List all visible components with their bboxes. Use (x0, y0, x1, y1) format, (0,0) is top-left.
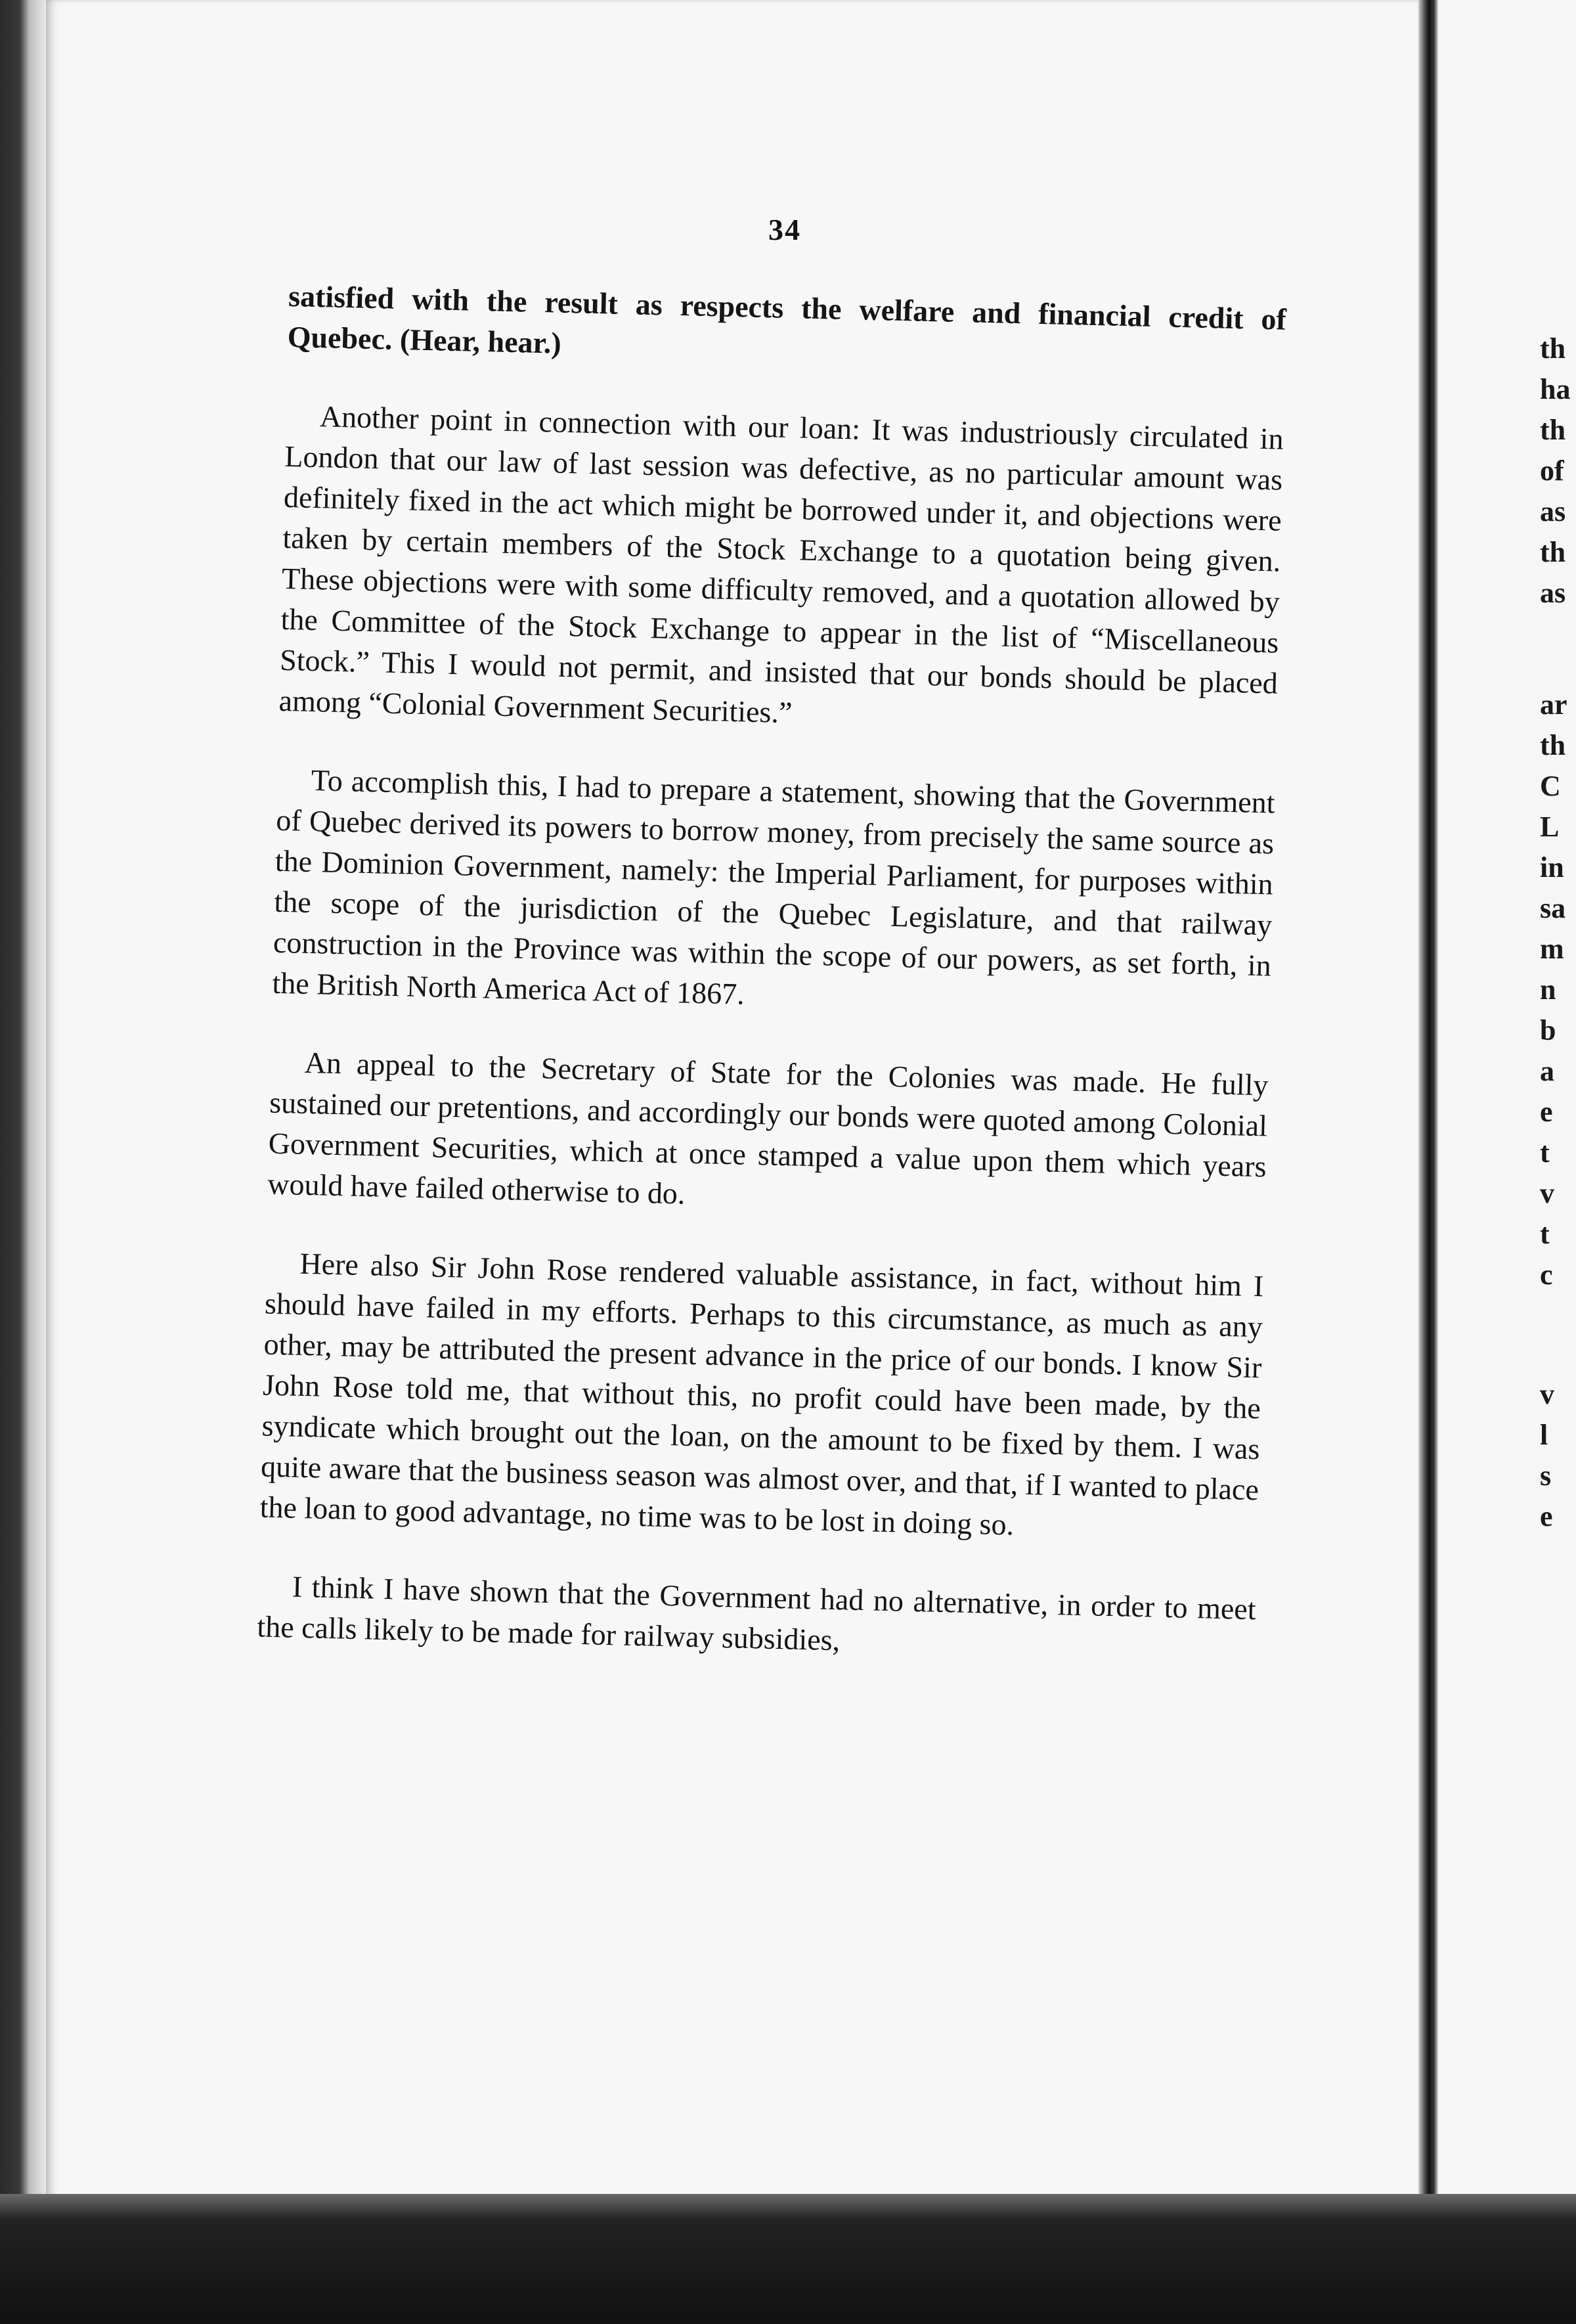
facing-fragment: e (1540, 1500, 1553, 1532)
book-gutter (1418, 0, 1438, 2227)
paragraph-4: An appeal to the Secretary of State for the Colonies was made. He fully sustained our pretentions, and accordingly our bonds were quoted among Colonial Government Securities, which at once stamped a value upon them which years would have failed otherwise to do. (267, 1045, 1269, 1211)
facing-fragment: c (1540, 1259, 1553, 1291)
facing-page-text (1540, 328, 1576, 1537)
paragraph-5: Here also Sir John Rose rendered valuable assistance, in fact, without him I should have failed in my efforts. Perhaps to this circumstance, as much as any other, may be attributed the present advance in the price of our bonds. I know Sir John Rose told me, that without this, no profit could have been made, by the syndicate which brought out the loan, on the amount to be fixed by them. I was quite aware that the business season was almost over, and that, if I wanted to place the loan to good advantage, no time was to be lost in doing so. (259, 1246, 1264, 1542)
facing-fragment: C (1540, 770, 1561, 802)
facing-fragment: of (1540, 455, 1564, 487)
facing-fragment: as (1540, 577, 1566, 609)
facing-fragment: e (1540, 1096, 1553, 1128)
facing-fragment: v (1540, 1177, 1554, 1209)
facing-fragment: t (1540, 1136, 1550, 1169)
page-number: 34 (768, 213, 801, 246)
facing-fragment: th (1540, 536, 1566, 568)
paragraph-6: I think I have shown that the Government had no alternative, in order to meet the calls likely to be made for railway subsidies, (256, 1569, 1257, 1657)
facing-fragment: n (1540, 973, 1556, 1006)
paragraph-1: satisfied with the result as respects the welfare and financial credit of Quebec. (Hear, hear.) (287, 279, 1287, 360)
facing-fragment: ha (1540, 373, 1571, 405)
facing-fragment: in (1540, 851, 1564, 883)
facing-fragment: th (1540, 729, 1566, 761)
facing-fragment: t (1540, 1218, 1550, 1250)
facing-fragment: l (1540, 1419, 1548, 1451)
facing-fragment: b (1540, 1014, 1556, 1046)
scan-bottom-shadow (0, 2194, 1576, 2324)
facing-fragment: as (1540, 495, 1566, 527)
facing-fragment: sa (1540, 892, 1566, 924)
paragraph-2: Another point in connection with our loan: It was industriously circulated in London that our law of last session was defective, as no particular amount was definitely fixed in the act which might be borrowed under it, and objections were taken by certain members of the Stock Exchange to a quotation being given. These objections were with some difficulty removed, and a quotation allowed by the Committee of the Stock Exchange to appear in the list of “Miscellaneous Stock.” This I would not permit, and insisted that our bonds should be placed among “Colonial Government Securities.” (278, 399, 1284, 730)
facing-fragment: th (1540, 414, 1566, 446)
facing-fragment: L (1540, 811, 1560, 843)
facing-fragment: th (1540, 332, 1566, 365)
facing-fragment: ar (1540, 688, 1567, 721)
facing-fragment: s (1540, 1460, 1552, 1492)
facing-fragment: v (1540, 1378, 1554, 1410)
page-body (255, 276, 1286, 1709)
paragraph-3: To accomplish this, I had to prepare a statement, showing that the Government of Quebec derived its powers to borrow money, from precisely the same source as the Dominion Government, namely: the Imperial Parliament, for purposes within the scope of the jurisdiction of the Quebec Legislature, and that railway construction in the Province was within the scope of our powers, as set forth, in the British North America Act of 1867. (272, 763, 1276, 1011)
facing-fragment: a (1540, 1055, 1554, 1087)
facing-fragment: m (1540, 933, 1564, 965)
